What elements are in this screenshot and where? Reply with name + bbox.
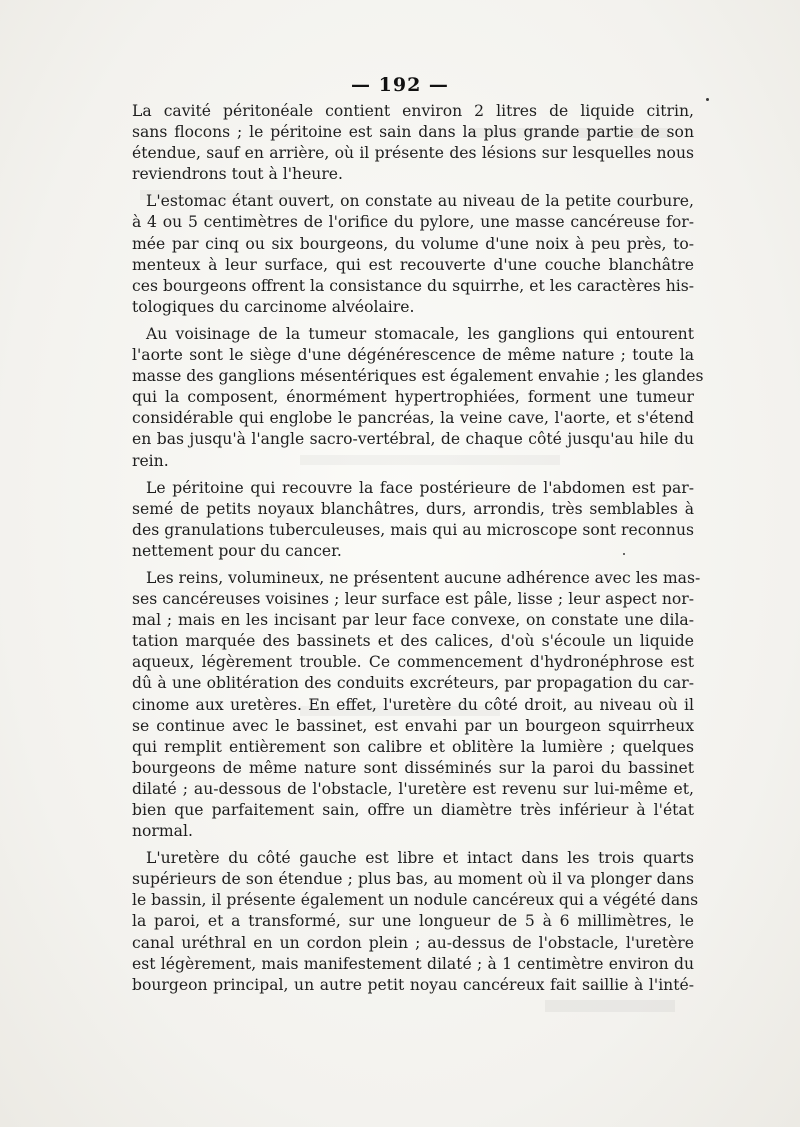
- text-line: sans flocons ; le péritoine est sain dans la plus grande partie de son: [132, 123, 694, 142]
- text-line: tation marquée des bassinets et des calices, d'où s'écoule un liquide: [132, 632, 694, 651]
- text-line: masse des ganglions mésentériques est également envahie ; les glandes: [132, 367, 704, 386]
- text-line: cinome aux uretères. En effet, l'uretère du côté droit, au niveau où il: [132, 695, 694, 714]
- text-line: reviendrons tout à l'heure.: [132, 165, 343, 184]
- text-line: tologiques du carcinome alvéolaire.: [132, 297, 415, 316]
- text-line: en bas jusqu'à l'angle sacro-vertébral, de chaque côté jusqu'au hile du: [132, 430, 694, 449]
- text-line: à 4 ou 5 centimètres de l'orifice du pylore, une masse cancéreuse for-: [132, 213, 694, 232]
- text-line: bourgeons de même nature sont disséminés sur la paroi du bassinet: [132, 758, 694, 777]
- paragraph-kidneys: [132, 568, 701, 842]
- text-line: rein.: [132, 451, 169, 470]
- text-line: dû à une oblitération des conduits excréteurs, par propagation du car-: [132, 674, 694, 693]
- text-line: qui la composent, énormément hypertrophiées, forment une tumeur: [132, 388, 694, 407]
- show-through-mark: [545, 1000, 675, 1012]
- text-line: se continue avec le bassinet, est envahi par un bourgeon squirrheux: [132, 716, 694, 735]
- text-line: qui remplit entièrement son calibre et oblitère la lumière ; quelques: [132, 737, 694, 756]
- text-line: Les reins, volumineux, ne présentent aucune adhérence avec les mas-: [146, 568, 701, 587]
- page-number: — 192 —: [351, 74, 449, 96]
- text-line: menteux à leur surface, qui est recouverte d'une couche blanchâtre: [132, 255, 694, 274]
- body-text: [132, 101, 704, 996]
- text-line: dilaté ; au-dessous de l'obstacle, l'uretère est revenu sur lui-même et,: [132, 779, 694, 798]
- paragraph-peritoneum: [132, 478, 694, 562]
- text-line: Au voisinage de la tumeur stomacale, les ganglions qui entourent: [146, 324, 694, 343]
- text-line: le bassin, il présente également un nodule cancéreux qui a végété dans: [132, 891, 699, 910]
- text-line: canal uréthral en un cordon plein ; au-dessus de l'obstacle, l'uretère: [132, 933, 694, 952]
- text-line: La cavité péritonéale contient environ 2 litres de liquide citrin,: [132, 102, 694, 120]
- paragraph-stomach: [132, 191, 694, 318]
- text-line: ces bourgeons offrent la consistance du squirrhe, et les caractères his-: [132, 276, 694, 295]
- text-line: nettement pour du cancer.: [132, 541, 342, 560]
- text-line: supérieurs de son étendue ; plus bas, au moment où il va plonger dans: [132, 870, 694, 889]
- text-line: la paroi, et a transformé, sur une longueur de 5 à 6 millimètres, le: [132, 912, 694, 931]
- text-line: étendue, sauf en arrière, où il présente des lésions sur lesquelles nous: [132, 144, 694, 163]
- text-line: mée par cinq ou six bourgeons, du volume d'une noix à peu près, to-: [132, 234, 694, 253]
- text-line: l'aorte sont le siège d'une dégénérescence de même nature ; toute la: [132, 346, 694, 365]
- text-line: considérable qui englobe le pancréas, la veine cave, l'aorte, et s'étend: [132, 409, 694, 428]
- text-line: L'estomac étant ouvert, on constate au niveau de la petite courbure,: [146, 192, 694, 211]
- paragraph-left-ureter: [132, 848, 699, 996]
- text-line: ses cancéreuses voisines ; leur surface est pâle, lisse ; leur aspect nor-: [132, 590, 694, 609]
- text-line: semé de petits noyaux blanchâtres, durs, arrondis, très semblables à: [132, 499, 694, 518]
- paragraph-peritoneal-cavity: [132, 101, 694, 185]
- text-line: bourgeon principal, un autre petit noyau cancéreux fait saillie à l'inté-: [132, 975, 694, 994]
- text-line: Le péritoine qui recouvre la face postérieure de l'abdomen est par-: [146, 478, 694, 497]
- text-line: mal ; mais en les incisant par leur face convexe, on constate une dila-: [132, 611, 694, 630]
- paragraph-ganglions: [132, 324, 704, 472]
- text-line: L'uretère du côté gauche est libre et intact dans les trois quarts: [146, 849, 694, 868]
- text-line: normal.: [132, 822, 193, 841]
- text-line: bien que parfaitement sain, offre un diamètre très inférieur à l'état: [132, 801, 694, 819]
- text-line: est légèrement, mais manifestement dilaté ; à 1 centimètre environ du: [132, 954, 694, 973]
- text-line: aqueux, légèrement trouble. Ce commencement d'hydronéphrose est: [132, 653, 694, 672]
- text-line: des granulations tuberculeuses, mais qui au microscope sont reconnus: [132, 520, 694, 539]
- ink-speck: [706, 98, 709, 101]
